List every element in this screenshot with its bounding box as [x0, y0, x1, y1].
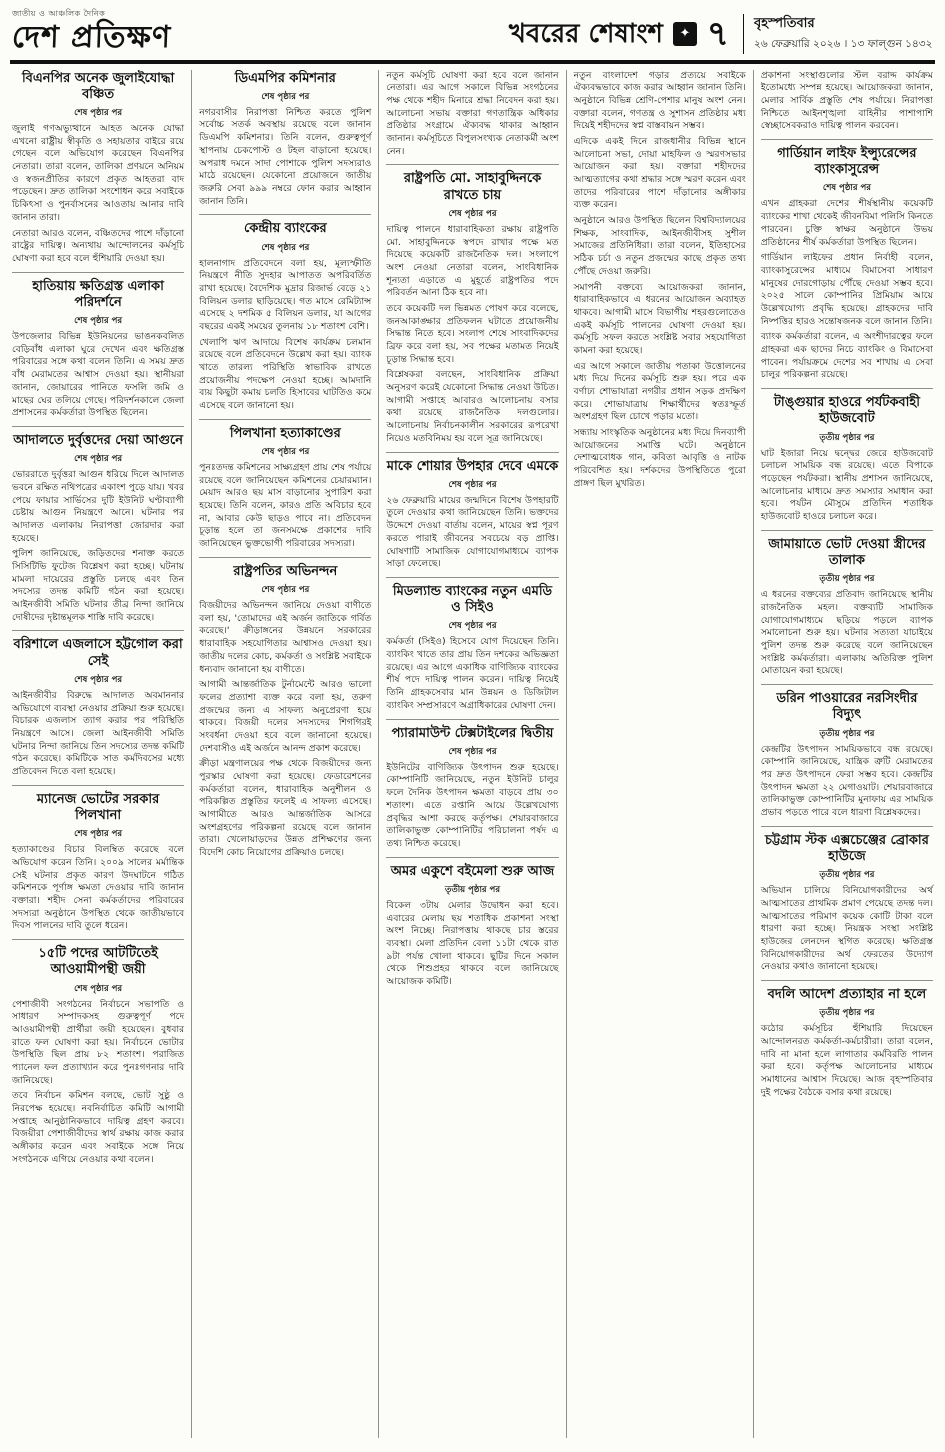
article-paragraph: জুলাই গণঅভ্যুত্থানে আহত অনেক যোদ্ধা এখনো রাষ্ট্রীয় স্বীকৃতি ও সহায়তার বাইরে রয়ে গেছেন বলে অভিযোগ করেছেন বিএনপির নেতারা। তারা বলেন, তালিকা প্রণয়নে অনিয়ম ও স্বজনপ্রীতির কারণে প্রকৃত আহতরা বাদ পড়েছেন। দ্রুত তালিকা সংশোধন করে সবাইকে চিকিৎসা ও পুনর্বাসনের আওতায় আনার দাবি জানান তারা। [12, 123, 185, 223]
article-headline: টাঙ্গুয়ার হাওরে পর্যটকবাহী হাউজবোট [773, 395, 920, 427]
article-headline: বিএনপির অনেক জুলাইযোদ্ধা বঞ্চিত [21, 70, 175, 102]
article [386, 577, 558, 713]
article [386, 719, 558, 851]
newspaper-masthead: দেশ প্রতিক্ষণ [11, 20, 172, 55]
article-paragraph: তবে নির্বাচন কমিশন বলছে, ভোট সুষ্ঠু ও নিরপেক্ষ হয়েছে। নবনির্বাচিত কমিটি আগামী সপ্তাহে আনুষ্ঠানিকভাবে দায়িত্ব গ্রহণ করবে। বিজয়ীরা পেশাজীবীদের স্বার্থ রক্ষায় কাজ করার অঙ্গীকার করেন এবং সবাইকে সঙ্গে নিয়ে সংগঠনকে এগিয়ে নেওয়ার কথা বলেন। [12, 1090, 185, 1165]
weekday-label: বৃহস্পতিবার [754, 15, 815, 31]
article-paragraph: বিকেল ৩টায় মেলার উদ্বোধন করা হবে। এবারের মেলায় ছয় শতাধিক প্রকাশনা সংস্থা অংশ নিচ্ছে। নিরাপত্তায় থাকছে চার স্তরের ব্যবস্থা। মেলা প্রতিদিন বেলা ১১টা থেকে রাত ৯টা পর্যন্ত খোলা থাকবে। ছুটির দিনে সকাল থেকে শিশুপ্রহর থাকবে বলে জানিয়েছে আয়োজক কমিটি। [386, 899, 559, 987]
article-paragraph: নতুন বাংলাদেশ গড়ার প্রত্যয়ে সবাইকে ঐক্যবদ্ধভাবে কাজ করার আহ্বান জানান তিনি। অনুষ্ঠানে বিভিন্ন শ্রেণি-পেশার মানুষ অংশ নেন। বক্তারা বলেন, গণতন্ত্র ও সুশাসন প্রতিষ্ঠার মধ্য দিয়েই শহীদদের স্বপ্ন বাস্তবায়ন সম্ভব। [573, 69, 746, 132]
article-paragraph: এখন গ্রাহকরা দেশের শীর্ষস্থানীয় কয়েকটি ব্যাংকের শাখা থেকেই জীবনবিমা পলিসি কিনতে পারবেন। চুক্তি স্বাক্ষর অনুষ্ঠানে উভয় প্রতিষ্ঠানের শীর্ষ কর্মকর্তারা উপস্থিত ছিলেন। [760, 198, 934, 248]
date-line: ২৬ ফেব্রুয়ারি ২০২৬ । ১৩ ফাল্গুন ১৪৩২ [754, 37, 933, 50]
page-number: ৭ [706, 13, 729, 54]
article [386, 857, 558, 989]
article-paragraph: বিশ্লেষকরা বলছেন, সাংবিধানিক প্রক্রিয়া অনুসরণ করেই যেকোনো সিদ্ধান্ত নেওয়া উচিত। আগামী সপ্তাহে আবারও আলোচনায় বসার কথা রয়েছে রাজনৈতিক দলগুলোর। আলোচনায় নির্বাচনকালীন সরকারের রূপরেখা নিয়েও মতবিনিময় হয় বলে সূত্র জানিয়েছে। [386, 369, 559, 444]
article-paragraph: নগরবাসীর নিরাপত্তা নিশ্চিত করতে পুলিশ সর্বোচ্চ সতর্ক অবস্থায় রয়েছে বলে জানান ডিএমপি কমিশনার। তিনি বলেন, গুরুত্বপূর্ণ স্থাপনায় চেকপোস্ট ও টহল বাড়ানো হয়েছে। অপরাধ দমনে সাদা পোশাকে পুলিশ সদস্যরাও মাঠে রয়েছেন। যেকোনো প্রয়োজনে জাতীয় জরুরি সেবা ৯৯৯ নম্বরে ফোন করার আহ্বান জানান তিনি। [199, 106, 372, 207]
article-paragraph: কর্মকর্তা (সিইও) হিসেবে যোগ দিয়েছেন তিনি। ব্যাংকিং খাতে তার প্রায় তিন দশকের অভিজ্ঞতা রয়েছে। এর আগে একাধিক বাণিজ্যিক ব্যাংকের শীর্ষ পদে দায়িত্ব পালন করেন। দায়িত্ব নিয়েই তিনি গ্রাহকসেবার মান উন্নয়ন ও ডিজিটাল ব্যাংকিং সম্প্রসারণে অগ্রাধিকারের ঘোষণা দেন। [386, 636, 559, 711]
continued-from-label: তৃতীয় পৃষ্ঠার পর [819, 870, 875, 881]
article-paragraph: ঘাট ইজারা নিয়ে দ্বন্দ্বের জেরে হাউজবোট চলাচল সাময়িক বন্ধ রয়েছে। এতে বিপাকে পড়েছেন পর্যটকরা। স্থানীয় প্রশাসন জানিয়েছে, আলোচনার মাধ্যমে দ্রুত সমস্যার সমাধান করা হবে। পর্যটন মৌসুমে প্রতিদিন শতাধিক হাউজবোট হাওরে চলাচল করে। [760, 447, 934, 522]
article [12, 426, 184, 625]
continued-from-label: শেষ পৃষ্ঠার পর [448, 208, 497, 219]
article-headline: প্যারামাউন্ট টেক্সটাইলের দ্বিতীয় [391, 725, 554, 741]
article-paragraph: হালনাগাদ প্রতিবেদনে বলা হয়, মূল্যস্ফীতি নিয়ন্ত্রণে নীতি সুদহার আপাতত অপরিবর্তিত রাখা হয়েছে। বৈদেশিক মুদ্রার রিজার্ভ বেড়ে ২১ বিলিয়ন ডলার ছাড়িয়েছে। গত মাসে রেমিট্যান্স এসেছে ২ দশমিক ৫ বিলিয়ন ডলার, যা আগের বছরের একই সময়ের তুলনায় ১৮ শতাংশ বেশি। [199, 257, 372, 332]
article-paragraph: নতুন কর্মসূচি ঘোষণা করা হবে বলে জানান নেতারা। এর আগে সকালে বিভিন্ন সংগঠনের পক্ষ থেকে শহীদ মিনারে শ্রদ্ধা নিবেদন করা হয়। আলোচনা সভায় বক্তারা গণতান্ত্রিক অধিকার প্রতিষ্ঠার সংগ্রামে ঐক্যবদ্ধ থাকার আহ্বান জানান। কর্মসূচিতে বিপুলসংখ্যক নেতাকর্মী অংশ নেন। [386, 69, 559, 157]
article-paragraph: ইউনিটের বাণিজ্যিক উৎপাদন শুরু হয়েছে। কোম্পানিটি জানিয়েছে, নতুন ইউনিট চালুর ফলে দৈনিক উৎপাদন ক্ষমতা বাড়বে প্রায় ৩০ শতাংশ। এতে রপ্তানি আয়ে উল্লেখযোগ্য প্রবৃদ্ধির আশা করছে কর্তৃপক্ষ। শেয়ারবাজারে তালিকাভুক্ত কোম্পানিটির পরিচালনা পর্ষদ এ তথ্য নিশ্চিত করেছে। [386, 761, 559, 849]
article-paragraph: পেশাজীবী সংগঠনের নির্বাচনে সভাপতি ও সাধারণ সম্পাদকসহ গুরুত্বপূর্ণ পদে আওয়ামীপন্থী প্রার্থীরা জয়ী হয়েছেন। বুধবার রাতে ফল ঘোষণা করা হয়। নির্বাচনে ভোটার উপস্থিতি ছিল প্রায় ৮২ শতাংশ। পরাজিত প্যানেল ফল প্রত্যাখ্যান করে পুনঃগণনার দাবি জানিয়েছে। [12, 998, 185, 1086]
article-headline: ১৫টি পদের আটটিতেই আওয়ামীপন্থী জয়ী [38, 946, 158, 978]
article [12, 939, 184, 1166]
continued-from-label: শেষ পৃষ্ঠার পর [74, 108, 123, 118]
article-paragraph: বিজয়ীদের অভিনন্দন জানিয়ে দেওয়া বাণীতে বলা হয়, 'তোমাদের এই অর্জন জাতিকে গর্বিত করেছে।' ক্রীড়াঙ্গনের উন্নয়নে সরকারের ধারাবাহিক সহযোগিতার আশ্বাসও দেওয়া হয়। জাতীয় দলের কোচ, কর্মকর্তা ও সংশ্লিষ্ট সবাইকে ধন্যবাদ জানানো হয় বাণীতে। [199, 600, 372, 675]
masthead-tagline: জাতীয় ও আঞ্চলিক দৈনিক [12, 9, 106, 18]
article [12, 785, 184, 933]
continued-from-label: শেষ পৃষ্ঠার পর [448, 479, 497, 490]
continued-from-label: শেষ পৃষ্ঠার পর [74, 316, 123, 327]
continued-from-label: তৃতীয় পৃষ্ঠার পর [819, 1008, 875, 1019]
article-headline: চট্টগ্রাম স্টক এক্সচেঞ্জের ব্রোকার হাউজে [764, 832, 929, 864]
article-headline: আদালতে দুর্বৃত্তদের দেয়া আগুনে [13, 432, 183, 448]
article [761, 684, 933, 820]
article-headline: ম্যানেজ ভোটের সরকার পিলখানা [36, 791, 160, 823]
article [761, 388, 933, 524]
article-headline: মাকে শোয়ার উপহার দেবে এমকে [386, 458, 559, 474]
article-headline: রাষ্ট্রপতির অভিনন্দন [233, 563, 338, 579]
masthead-block [12, 8, 171, 54]
article-paragraph: এ ধরনের বক্তব্যের প্রতিবাদ জানিয়েছে স্থানীয় রাজনৈতিক মহল। বক্তব্যটি সামাজিক যোগাযোগমাধ্যমে ছড়িয়ে পড়লে ব্যাপক সমালোচনা শুরু হয়। ঘটনার সত্যতা যাচাইয়ে পুলিশ তদন্ত শুরু করেছে বলে জানিয়েছেন সংশ্লিষ্ট কর্মকর্তারা। এলাকায় অতিরিক্ত পুলিশ মোতায়েন করা হয়েছে। [760, 589, 934, 677]
article-paragraph: আগামী আন্তর্জাতিক টুর্নামেন্টে আরও ভালো ফলের প্রত্যাশা ব্যক্ত করে বলা হয়, তরুণ প্রজন্মের জন্য এ সাফল্য অনুপ্রেরণা হয়ে থাকবে। বিজয়ী দলের সদস্যদের শিগগিরই সংবর্ধনা দেওয়া হবে বলে জানানো হয়েছে। দেশবাসীও এই অর্জনে আনন্দ প্রকাশ করেছে। [199, 679, 372, 754]
article-paragraph: ক্রীড়া মন্ত্রণালয়ের পক্ষ থেকে বিজয়ীদের জন্য পুরস্কার ঘোষণা করা হয়েছে। ফেডারেশনের কর্মকর্তারা বলেন, ধারাবাহিক অনুশীলন ও পরিকল্পিত প্রস্তুতির ফলেই এ সাফল্য এসেছে। আগামীতে আরও আন্তর্জাতিক আসরে অংশগ্রহণের পরিকল্পনা রয়েছে বলে জানান তারা। খেলোয়াড়দের উন্নত প্রশিক্ষণের জন্য বিদেশি কোচ নিয়োগের প্রক্রিয়াও চলছে। [199, 758, 372, 859]
article [199, 71, 371, 209]
article-headline: বদলি আদেশ প্রত্যাহার না হলে [767, 986, 927, 1002]
article-headline: বরিশালে এজলাসে হট্টগোল করা সেই [13, 637, 183, 669]
article-headline: রাষ্ট্রপতি মো. সাহাবুদ্দিনকে রাখতে চায় [403, 171, 542, 203]
article-paragraph: উপজেলার বিভিন্ন ইউনিয়নের ভাঙনকবলিত বেড়িবাঁধ এলাকা ঘুরে দেখেন এবং ক্ষতিগ্রস্ত পরিবারের সঙ্গে কথা বলেন তিনি। এ সময় দ্রুত বাঁধ মেরামতের আশ্বাস দেওয়া হয়। স্থানীয়রা জানান, জোয়ারের পানিতে ফসলি জমি ও মাছের ঘের তলিয়ে গেছে। পরিদর্শনকালে জেলা প্রশাসনের কর্মকর্তারা উপস্থিত ছিলেন। [12, 331, 185, 419]
article [761, 70, 933, 133]
article [386, 70, 558, 159]
article-paragraph: দায়িত্ব পালনে ধারাবাহিকতা রক্ষায় রাষ্ট্রপতি মো. সাহাবুদ্দিনকে স্বপদে রাখার পক্ষে মত দিয়েছে কয়েকটি রাজনৈতিক দল। সংলাপে অংশ নেওয়া নেতারা বলেন, সাংবিধানিক শূন্যতা এড়াতে এ মুহূর্তে রাষ্ট্রপতির পদে পরিবর্তন আনা ঠিক হবে না। [386, 223, 559, 299]
article-paragraph: ব্যাংক কর্মকর্তারা বলেন, এ অংশীদারত্বের ফলে গ্রাহকরা এক ছাদের নিচে ব্যাংকিং ও বিমাসেবা পাবেন। পর্যায়ক্রমে দেশের সব শাখায় এ সেবা চালুর পরিকল্পনা রয়েছে। [760, 331, 934, 381]
continued-from-label: শেষ পৃষ্ঠার পর [448, 746, 497, 757]
article [386, 452, 558, 571]
continued-from-label: শেষ পৃষ্ঠার পর [261, 91, 310, 102]
continued-from-label: শেষ পৃষ্ঠার পর [74, 829, 123, 840]
news-column-3 [379, 70, 566, 1438]
article [761, 980, 933, 1099]
continued-from-label: শেষ পৃষ্ঠার পর [261, 585, 310, 596]
continued-from-label: শেষ পৃষ্ঠার পর [822, 183, 871, 194]
article-headline: গার্ডিয়ান লাইফ ইন্স্যুরেন্সের ব্যাংকাসুরেন্স [777, 145, 917, 178]
article-paragraph: সমাপনী বক্তব্যে আয়োজকরা জানান, ধারাবাহিকভাবে এ ধরনের আয়োজন অব্যাহত থাকবে। আগামী মাসে বিভাগীয় শহরগুলোতেও একই কর্মসূচি পালনের ঘোষণা দেওয়া হয়। কর্মসূচি সফল করতে সংশ্লিষ্ট সবার সহযোগিতা কামনা করা হয়েছে। [573, 281, 746, 356]
news-column-5 [754, 70, 935, 1438]
content-columns [10, 70, 935, 1438]
article-paragraph: খেলাপি ঋণ আদায়ে বিশেষ কার্যক্রম চলমান রয়েছে বলে প্রতিবেদনে উল্লেখ করা হয়। ব্যাংক খাতে তারল্য পরিস্থিতি স্বাভাবিক রাখতে প্রয়োজনীয় পদক্ষেপ নেওয়া হচ্ছে। আমদানি ব্যয় কিছুটা কমায় চলতি হিসাবের ঘাটতিও কমে এসেছে বলে জানানো হয়। [199, 336, 372, 412]
continued-from-label: তৃতীয় পৃষ্ঠার পর [819, 728, 875, 739]
article-paragraph: অভিযান চালিয়ে বিনিয়োগকারীদের অর্থ আত্মসাতের প্রাথমিক প্রমাণ পেয়েছে তদন্ত দল। আত্মসাতের পরিমাণ কয়েক কোটি টাকা বলে ধারণা করা হচ্ছে। নিয়ন্ত্রক সংস্থা সংশ্লিষ্ট হাউজের লেনদেন স্থগিত করেছে। ক্ষতিগ্রস্ত বিনিয়োগকারীদের অর্থ ফেরতের উদ্যোগ নেওয়ার কথাও জানানো হয়েছে। [760, 885, 934, 973]
article-headline: পিলখানা হত্যাকাণ্ডের [229, 425, 341, 441]
news-column-4 [567, 70, 754, 1438]
article-paragraph: হত্যাকাণ্ডের বিচার বিলম্বিত করেছে বলে অভিযোগ করেন তিনি। ২০০৯ সালের মর্মান্তিক সেই ঘটনার প্রকৃত কারণ উদঘাটনে গঠিত কমিশনকে পূর্ণাঙ্গ ক্ষমতা দেওয়ার দাবি জানান বক্তারা। শহীদ সেনা কর্মকর্তাদের পরিবারের সদস্যরা অনুষ্ঠানে উপস্থিত থেকে জাতীয়ভাবে দিবস পালনের দাবি তুলে ধরেন। [12, 844, 185, 932]
article [12, 71, 184, 266]
date-block [743, 14, 933, 54]
continued-from-label: তৃতীয় পৃষ্ঠার পর [445, 884, 501, 895]
section-title: খবরের শেষাংশ [508, 18, 663, 49]
article-paragraph: নেতারা আরও বলেন, বঞ্চিতদের পাশে দাঁড়ানো রাষ্ট্রের দায়িত্ব। অন্যথায় আন্দোলনের কর্মসূচি ঘোষণা করা হবে বলে হুঁশিয়ারি দেওয়া হয়। [12, 227, 185, 264]
continued-from-label: শেষ পৃষ্ঠার পর [74, 674, 123, 685]
article [12, 272, 184, 420]
article-headline: ডরিন পাওয়ারের নরসিংদীর বিদ্যুৎ [776, 691, 918, 723]
article-paragraph: এর আগে সকালে জাতীয় পতাকা উত্তোলনের মধ্য দিয়ে দিনের কর্মসূচি শুরু হয়। পরে এক বর্ণাঢ্য শোভাযাত্রা নগরীর প্রধান সড়ক প্রদক্ষিণ করে। শোভাযাত্রায় শিক্ষার্থীদের স্বতঃস্ফূর্ত অংশগ্রহণ ছিল চোখে পড়ার মতো। [573, 360, 746, 423]
news-column-2 [192, 70, 379, 1438]
continued-from-label: তৃতীয় পৃষ্ঠার পর [819, 432, 875, 443]
article-headline: ডিএমপির কমিশনার [234, 70, 336, 86]
article [12, 630, 184, 778]
section-ornament-icon: ✦ [673, 22, 697, 46]
article-paragraph: গার্ডিয়ান লাইফের প্রধান নির্বাহী বলেন, ব্যাংকাসুরেন্সের মাধ্যমে বিমাসেবা সাধারণ মানুষের দোরগোড়ায় পৌঁছে দেওয়া সম্ভব হবে। ২০২৫ সালে কোম্পানির প্রিমিয়াম আয়ে উল্লেখযোগ্য প্রবৃদ্ধি হয়েছে। গ্রাহকদের দাবি নিষ্পত্তির হারও সন্তোষজনক বলে জানান তিনি। [760, 252, 934, 327]
article [199, 214, 371, 413]
continued-from-label: শেষ পৃষ্ঠার পর [261, 242, 310, 253]
article-paragraph: অনুষ্ঠানে আরও উপস্থিত ছিলেন বিশ্ববিদ্যালয়ের শিক্ষক, সাংবাদিক, আইনজীবীসহ সুশীল সমাজের প্রতিনিধিরা। তারা বলেন, ইতিহাসের সঠিক চর্চা ও নতুন প্রজন্মের কাছে প্রকৃত তথ্য পৌঁছে দেওয়া জরুরি। [573, 215, 746, 277]
continued-from-label: তৃতীয় পৃষ্ঠার পর [819, 574, 875, 585]
article [761, 139, 933, 382]
continued-from-label: শেষ পৃষ্ঠার পর [448, 621, 497, 632]
article-headline: কেন্দ্রীয় ব্যাংকের [243, 221, 327, 237]
news-column-1 [10, 70, 192, 1438]
article-paragraph: ভোররাতে দুর্বৃত্তরা আগুন ধরিয়ে দিলে আদালত ভবনে রক্ষিত নথিপত্রের একাংশ পুড়ে যায়। খবর পেয়ে ফায়ার সার্ভিসের দুটি ইউনিট ঘণ্টাব্যাপী চেষ্টায় আগুন নিয়ন্ত্রণে আনে। ঘটনার পর আদালত এলাকায় নিরাপত্তা জোরদার করা হয়েছে। [12, 469, 185, 544]
continued-from-label: শেষ পৃষ্ঠার পর [261, 447, 310, 457]
article [199, 557, 371, 860]
continued-from-label: শেষ পৃষ্ঠার পর [74, 983, 123, 994]
article-paragraph: পুনঃতদন্ত কমিশনের সাক্ষ্যগ্রহণ প্রায় শেষ পর্যায়ে রয়েছে বলে জানিয়েছেন কমিশনের চেয়ারম্যান। মেয়াদ আরও ছয় মাস বাড়ানোর সুপারিশ করা হয়েছে। তিনি বলেন, কারও প্রতি অবিচার হবে না, আবার কেউ ছাড়ও পাবে না। প্রতিবেদন চূড়ান্ত হলে তা জনসমক্ষে প্রকাশের দাবি জানিয়েছেন ভুক্তভোগী পরিবারের সদস্যরা। [199, 462, 372, 550]
page-header [10, 6, 935, 64]
article-headline: জামায়াতে ভোট দেওয়া স্ত্রীদের তালাক [768, 536, 926, 568]
article [199, 419, 371, 551]
header-right [509, 14, 933, 54]
article-paragraph: এদিকে একই দিনে রাজধানীর বিভিন্ন স্থানে আলোচনা সভা, দোয়া মাহফিল ও স্মরণসভার আয়োজন করা হয়। বক্তারা শহীদদের আত্মত্যাগের কথা শ্রদ্ধার সঙ্গে স্মরণ করেন এবং তাদের পরিবারের পাশে দাঁড়ানোর অঙ্গীকার ব্যক্ত করেন। [573, 135, 746, 211]
continued-from-label: শেষ পৃষ্ঠার পর [74, 454, 123, 465]
article-paragraph: ২৬ ফেব্রুয়ারি মায়ের জন্মদিনে বিশেষ উপহারটি তুলে দেওয়ার কথা জানিয়েছেন তিনি। ভক্তদের উদ্দেশে দেওয়া বার্তায় বলেন, মায়ের স্বপ্ন পূরণ করতে পারাই জীবনের সবচেয়ে বড় প্রাপ্তি। ঘোষণাটি সামাজিক যোগাযোগমাধ্যমে ব্যাপক সাড়া ফেলেছে। [386, 494, 559, 570]
article [761, 826, 933, 974]
article-paragraph: তবে কয়েকটি দল ভিন্নমত পোষণ করে বলেছে, জনআকাঙ্ক্ষার প্রতিফলন ঘটাতে প্রয়োজনীয় সিদ্ধান্ত নিতে হবে। সংলাপ শেষে সাংবাদিকদের ব্রিফ করে বলা হয়, সব পক্ষের মতামত নিয়েই চূড়ান্ত সিদ্ধান্ত হবে। [386, 302, 559, 365]
article [386, 164, 558, 445]
article [761, 530, 933, 678]
article [574, 70, 746, 491]
article-paragraph: পুলিশ জানিয়েছে, জড়িতদের শনাক্ত করতে সিসিটিভি ফুটেজ বিশ্লেষণ করা হচ্ছে। ঘটনায় মামলা দায়েরের প্রস্তুতি চলছে এবং তিন সদস্যের তদন্ত কমিটি গঠন করা হয়েছে। আইনজীবী সমিতি ঘটনার তীব্র নিন্দা জানিয়ে দোষীদের দৃষ্টান্তমূলক শাস্তি দাবি করেছে। [12, 548, 185, 623]
article-headline: অমর একুশে বইমেলা শুরু আজ [390, 863, 555, 879]
article-paragraph: সন্ধ্যায় সাংস্কৃতিক অনুষ্ঠানের মধ্য দিয়ে দিনব্যাপী আয়োজনের সমাপ্তি ঘটে। অনুষ্ঠানে দেশাত্মবোধক গান, কবিতা আবৃত্তি ও নাটক পরিবেশিত হয়। দর্শকদের উপস্থিতিতে পুরো প্রাঙ্গণ ছিল মুখরিত। [573, 427, 746, 489]
article-headline: মিডল্যান্ড ব্যাংকের নতুন এমডি ও সিইও [392, 583, 553, 616]
article-paragraph: প্রকাশনা সংস্থাগুলোর স্টল বরাদ্দ কার্যক্রম ইতোমধ্যে সম্পন্ন হয়েছে। আয়োজকরা জানান, মেলার সার্বিক প্রস্তুতি শেষ পর্যায়ে। নিরাপত্তা নিশ্চিতে আইনশৃঙ্খলা বাহিনীর পাশাপাশি স্বেচ্ছাসেবকরাও দায়িত্ব পালন করবেন। [760, 69, 934, 132]
article-paragraph: আইনজীবীর বিরুদ্ধে আদালত অবমাননার অভিযোগে ব্যবস্থা নেওয়ার প্রক্রিয়া শুরু হয়েছে। বিচারক এজলাস ত্যাগ করার পর পরিস্থিতি নিয়ন্ত্রণে আসে। জেলা আইনজীবী সমিতি ঘটনার নিন্দা জানিয়ে তিন সদস্যের তদন্ত কমিটি গঠন করেছে। কমিটিকে সাত কর্মদিবসের মধ্যে প্রতিবেদন দিতে বলা হয়েছে। [12, 689, 185, 777]
article-paragraph: কেন্দ্রটির উৎপাদন সাময়িকভাবে বন্ধ রয়েছে। কোম্পানি জানিয়েছে, যান্ত্রিক ত্রুটি মেরামতের পর দ্রুত উৎপাদনে ফেরা সম্ভব হবে। কেন্দ্রটির উৎপাদন ক্ষমতা ২২ মেগাওয়াট। শেয়ারবাজারে তালিকাভুক্ত কোম্পানিটির মুনাফায় এর সাময়িক প্রভাব পড়তে পারে বলে ধারণা বিশ্লেষকদের। [760, 743, 934, 818]
article-paragraph: কঠোর কর্মসূচির হুঁশিয়ারি দিয়েছেন আন্দোলনরত কর্মকর্তা-কর্মচারীরা। তারা বলেন, দাবি না মানা হলে লাগাতার কর্মবিরতি পালন করা হবে। কর্তৃপক্ষ আলোচনার মাধ্যমে সমাধানের আশ্বাস দিয়েছে। আজ বৃহস্পতিবার দুই পক্ষের বৈঠকে বসার কথা রয়েছে। [760, 1023, 934, 1098]
article-headline: হাতিয়ায় ক্ষতিগ্রস্ত এলাকা পরিদর্শনে [32, 278, 164, 310]
